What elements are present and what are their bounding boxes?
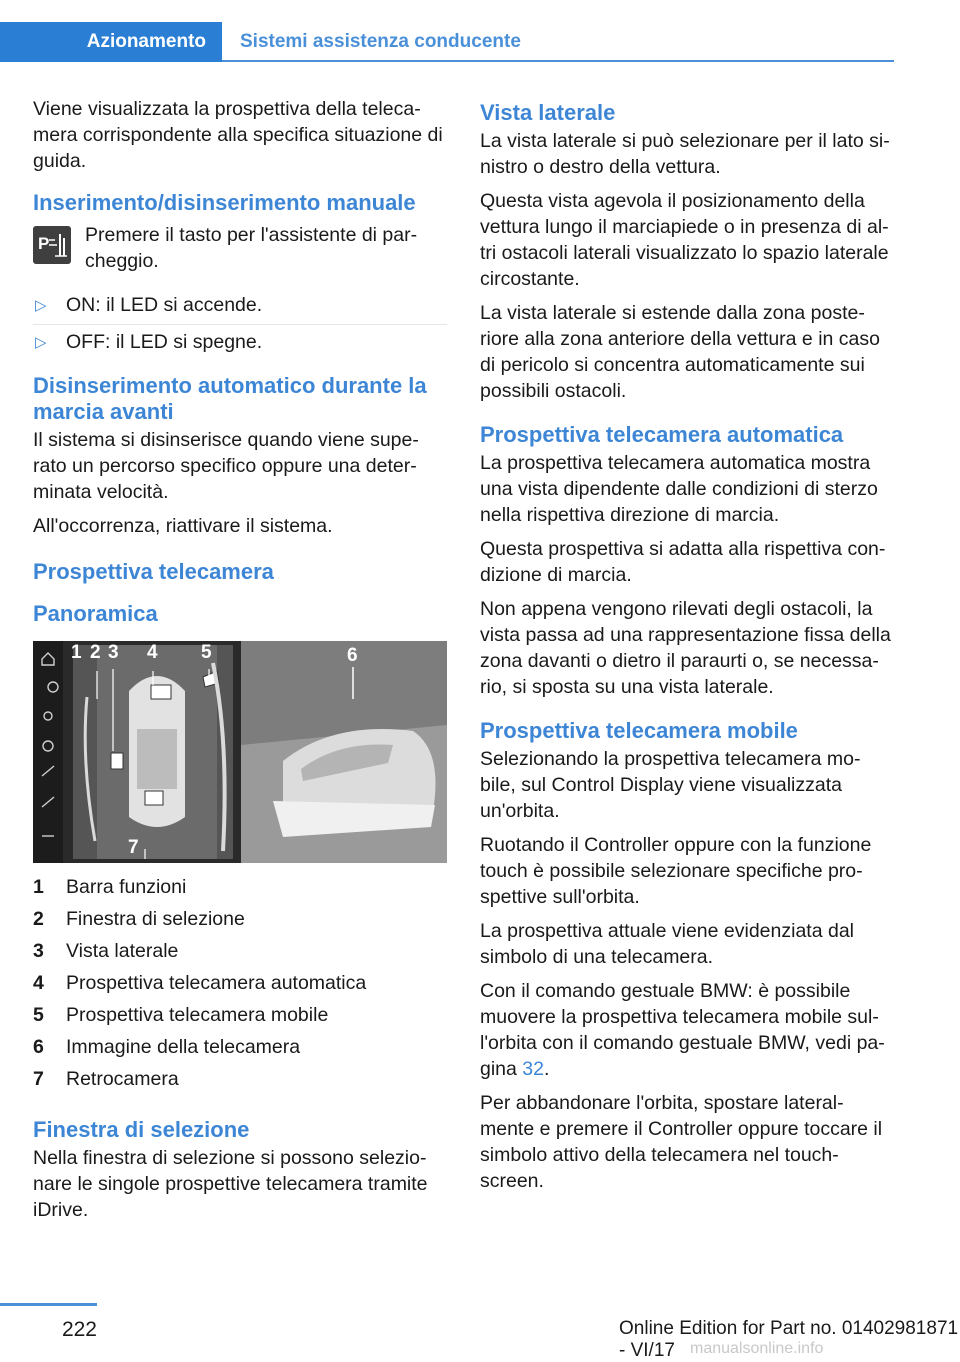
legend-number: 4 [33,972,44,994]
figure-legend [33,871,447,1095]
watermark: manualsonline.info [690,1340,824,1357]
legend-number: 3 [33,940,44,962]
intro-paragraph: Viene visualizzata la prospettiva della teleca-mera corrispondente alla specifica situazione di guida. [33,98,443,172]
selection-paragraph: Nella finestra di selezione si possono selezio-nare le singole prospettive telecamera tramite iDrive. [33,1147,428,1221]
figure-label: 7 [128,837,139,858]
side-paragraph-2: Questa vista agevola il posizionamento della vettura lungo il marciapiede o in presenza di al-tri ostacoli laterali visualizzato lo spazio laterale circostante. [480,190,889,290]
side-paragraph-3: La vista laterale si estende dalla zona poste-riore alla zona anteriore della vettura e in caso di pericolo si concentra automaticamente sui possibili ostacoli. [480,302,880,402]
heading-overview: Panoramica [33,601,158,626]
legend-text: Prospettiva telecamera automatica [66,972,367,994]
camera-display-illustration [33,641,447,863]
button-instruction: Premere il tasto per l'assistente di par-cheggio. [85,224,418,272]
figure-label: 5 [201,642,212,663]
auto-off-paragraph-1: Il sistema si disinserisce quando viene supe-rato un percorso specifico oppure una deter-minata velocità. [33,429,419,503]
legend-number: 7 [33,1068,44,1090]
camera-overview-figure [33,641,447,863]
page-number: 222 [61,1318,97,1341]
mobile-paragraph-3: La prospettiva attuale viene evidenziata dal simbolo di una telecamera. [480,920,855,968]
legend-item [33,1063,447,1095]
parking-button-row [33,222,447,274]
legend-text: Prospettiva telecamera mobile [66,1004,329,1026]
auto-off-paragraph-2: All'occorrenza, riattivare il sistema. [33,515,333,537]
legend-number: 1 [33,876,44,898]
legend-text: Retrocamera [66,1068,179,1090]
right-column [480,100,894,1202]
legend-item [33,935,447,967]
page-link[interactable]: 32 [522,1058,544,1080]
heading-selection: Finestra di selezione [33,1117,250,1142]
chapter-title[interactable]: Sistemi assistenza conducente [240,31,521,52]
heading-auto-view: Prospettiva telecamera automatica [480,422,844,447]
legend-item [33,871,447,903]
auto-paragraph-3: Non appena vengono rilevati degli ostacoli, la vista passa ad una rappresentazione fissa della zona davanti o dietro il paraurti o, se necessa-rio, si sposta su una vista laterale. [480,598,891,698]
legend-text: Barra funzioni [66,876,187,898]
mobile-paragraph-4 [480,978,894,1082]
figure-label: 3 [108,642,119,663]
figure-label: 2 [90,642,101,663]
section-tab[interactable]: Azionamento [0,22,222,62]
legend-item [33,1031,447,1063]
triangle-bullet-icon: ▷ [35,297,47,314]
heading-side-view: Vista laterale [480,100,616,125]
auto-paragraph-1: La prospettiva telecamera automatica mostra una vista dipendente dalle condizioni di sterzo nella rispettiva direzione di marcia. [480,452,878,526]
mobile-p4-end: . [544,1058,550,1080]
svg-text:P: P [38,234,50,253]
page-header [0,0,960,64]
left-column [33,96,447,1231]
legend-item [33,999,447,1031]
mobile-p4-text: Con il comando gestuale BMW: è possibile muovere la prospettiva telecamera mobile sul-l'orbita con il comando gestuale BMW, vedi pa-gina [480,980,885,1080]
legend-number: 2 [33,908,44,930]
mobile-paragraph-1: Selezionando la prospettiva telecamera mo-bile, sul Control Display viene visualizzata un'orbita. [480,748,861,822]
legend-text: Vista laterale [66,940,179,962]
figure-label: 1 [71,642,82,663]
bullet-text: ON: il LED si accende. [66,294,263,316]
mobile-paragraph-2: Ruotando il Controller oppure con la funzione touch è possibile selezionare specifiche pro-spettive sull'orbita. [480,834,872,908]
mobile-paragraph-5: Per abbandonare l'orbita, spostare lateral-mente e premere il Controller oppure toccare il simbolo attivo della telecamera nel touch-screen. [480,1092,883,1192]
heading-camera: Prospettiva telecamera [33,559,274,584]
list-item [33,288,447,325]
header-divider [222,60,894,62]
triangle-bullet-icon: ▷ [35,334,47,351]
auto-paragraph-2: Questa prospettiva si adatta alla rispettiva con-dizione di marcia. [480,538,886,586]
side-paragraph-1: La vista laterale si può selezionare per il lato si-nistro o destro della vettura. [480,130,890,178]
heading-mobile-view: Prospettiva telecamera mobile [480,718,798,743]
heading-auto-off: Disinserimento automatico durante la marcia avanti [33,373,427,424]
legend-item [33,903,447,935]
legend-item [33,967,447,999]
parking-assistant-button-icon [33,226,71,264]
heading-manual: Inserimento/disinserimento manuale [33,190,416,215]
led-state-list [33,288,447,361]
edition-note: Online Edition for Part no. 01402981871 - VI/17 [619,1318,959,1361]
legend-number: 5 [33,1004,44,1026]
legend-text: Finestra di selezione [66,908,245,930]
legend-number: 6 [33,1036,44,1058]
figure-label: 4 [147,642,158,663]
list-item [33,325,447,361]
legend-text: Immagine della telecamera [66,1036,301,1058]
bullet-text: OFF: il LED si spegne. [66,331,263,353]
footer-divider [0,1303,97,1306]
figure-label: 6 [347,645,358,666]
